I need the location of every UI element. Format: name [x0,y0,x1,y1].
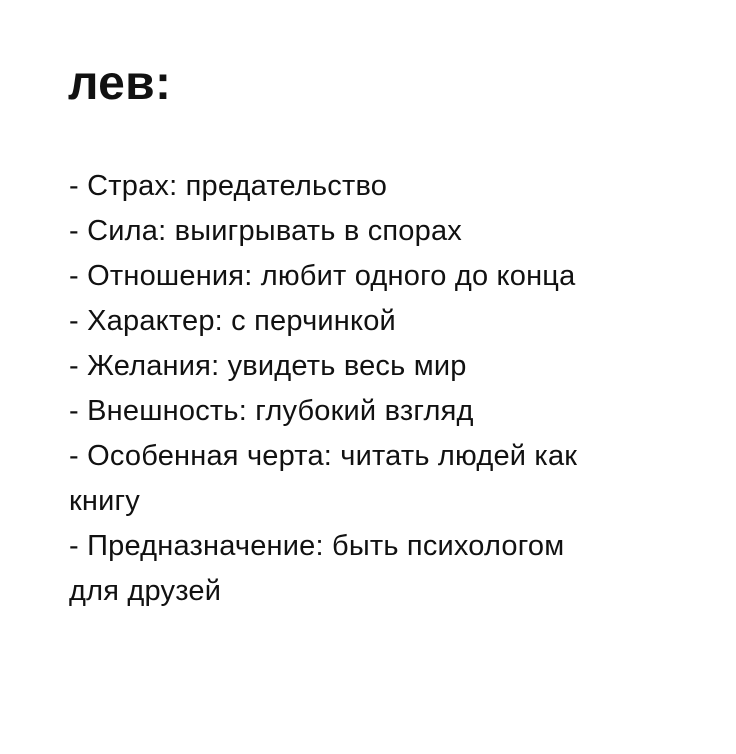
trait-strength-text: - Сила: выигрывать в спорах [69,215,462,247]
trait-relationships-text: - Отношения: любит одного до конца [69,260,576,292]
trait-character-text: - Характер: с перчинкой [69,305,396,337]
trait-special-feature [69,434,709,524]
trait-desires [69,344,709,389]
trait-strength [69,209,709,254]
trait-desires-text: - Желания: увидеть весь мир [69,350,467,382]
trait-fear [69,164,709,209]
trait-character [69,299,709,344]
trait-relationships [69,254,709,299]
trait-appearance [69,389,709,434]
page-title: лев: [68,57,172,110]
traits-list [69,164,709,614]
trait-special-feature-line1: - Особенная черта: читать людей как [69,440,578,472]
trait-purpose-line1: - Предназначение: быть психологом [69,530,565,562]
trait-purpose [69,524,709,614]
trait-purpose-line2: для друзей [69,575,222,607]
trait-appearance-text: - Внешность: глубокий взгляд [69,395,474,427]
trait-special-feature-line2: книгу [69,485,140,517]
trait-fear-text: - Страх: предательство [69,170,388,202]
